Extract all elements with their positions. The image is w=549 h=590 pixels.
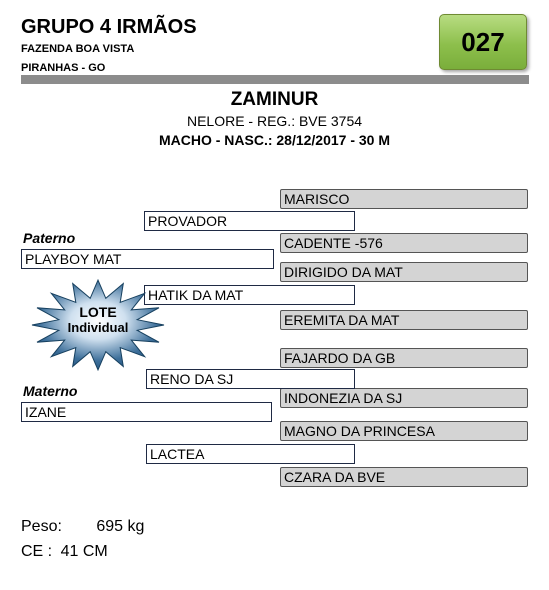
animal-breed-registration: NELORE - REG.: BVE 3754 xyxy=(186,113,363,129)
farm-group-title: GRUPO 4 IRMÃOS xyxy=(21,16,197,38)
ggp-box-2: CADENTE -576 xyxy=(280,233,528,253)
lot-number: 027 xyxy=(461,26,505,57)
granddam-maternal: LACTEA xyxy=(146,444,355,464)
maternal-label: Materno xyxy=(23,383,78,399)
animal-sex-birth: MACHO - NASC.: 28/12/2017 - 30 M xyxy=(158,132,391,148)
ggp-box-3: DIRIGIDO DA MAT xyxy=(280,262,528,282)
grandsire-paternal: PROVADOR xyxy=(144,211,355,231)
animal-name: ZAMINUR xyxy=(230,89,319,110)
ggp-box-4: EREMITA DA MAT xyxy=(280,310,528,330)
badge-line2: Individual xyxy=(67,320,129,335)
sire-box: PLAYBOY MAT xyxy=(21,249,274,269)
badge-line1: LOTE xyxy=(79,304,117,320)
farm-location: PIRANHAS - GO xyxy=(21,62,106,74)
ggp-box-8: CZARA DA BVE xyxy=(280,467,528,487)
ce-label: CE : xyxy=(21,543,53,560)
weight-label: Peso: xyxy=(21,518,62,535)
paternal-label: Paterno xyxy=(23,230,76,246)
weight-row xyxy=(21,518,144,536)
header-divider xyxy=(21,75,529,84)
dam-box: IZANE xyxy=(21,402,272,422)
ggp-box-7: MAGNO DA PRINCESA xyxy=(280,421,528,441)
lote-individual-text xyxy=(30,304,166,335)
grandsire-maternal: RENO DA SJ xyxy=(146,369,355,389)
ggp-box-5: FAJARDO DA GB xyxy=(280,348,528,368)
scrotal-circumference-row xyxy=(21,543,108,561)
ggp-box-1: MARISCO xyxy=(280,189,528,209)
farm-name: FAZENDA BOA VISTA xyxy=(21,43,135,55)
weight-value: 695 kg xyxy=(96,518,145,535)
ce-value: 41 CM xyxy=(60,543,108,560)
lot-number-badge xyxy=(439,14,527,70)
granddam-paternal: HATIK DA MAT xyxy=(144,285,355,305)
ggp-box-6: INDONEZIA DA SJ xyxy=(280,388,528,408)
